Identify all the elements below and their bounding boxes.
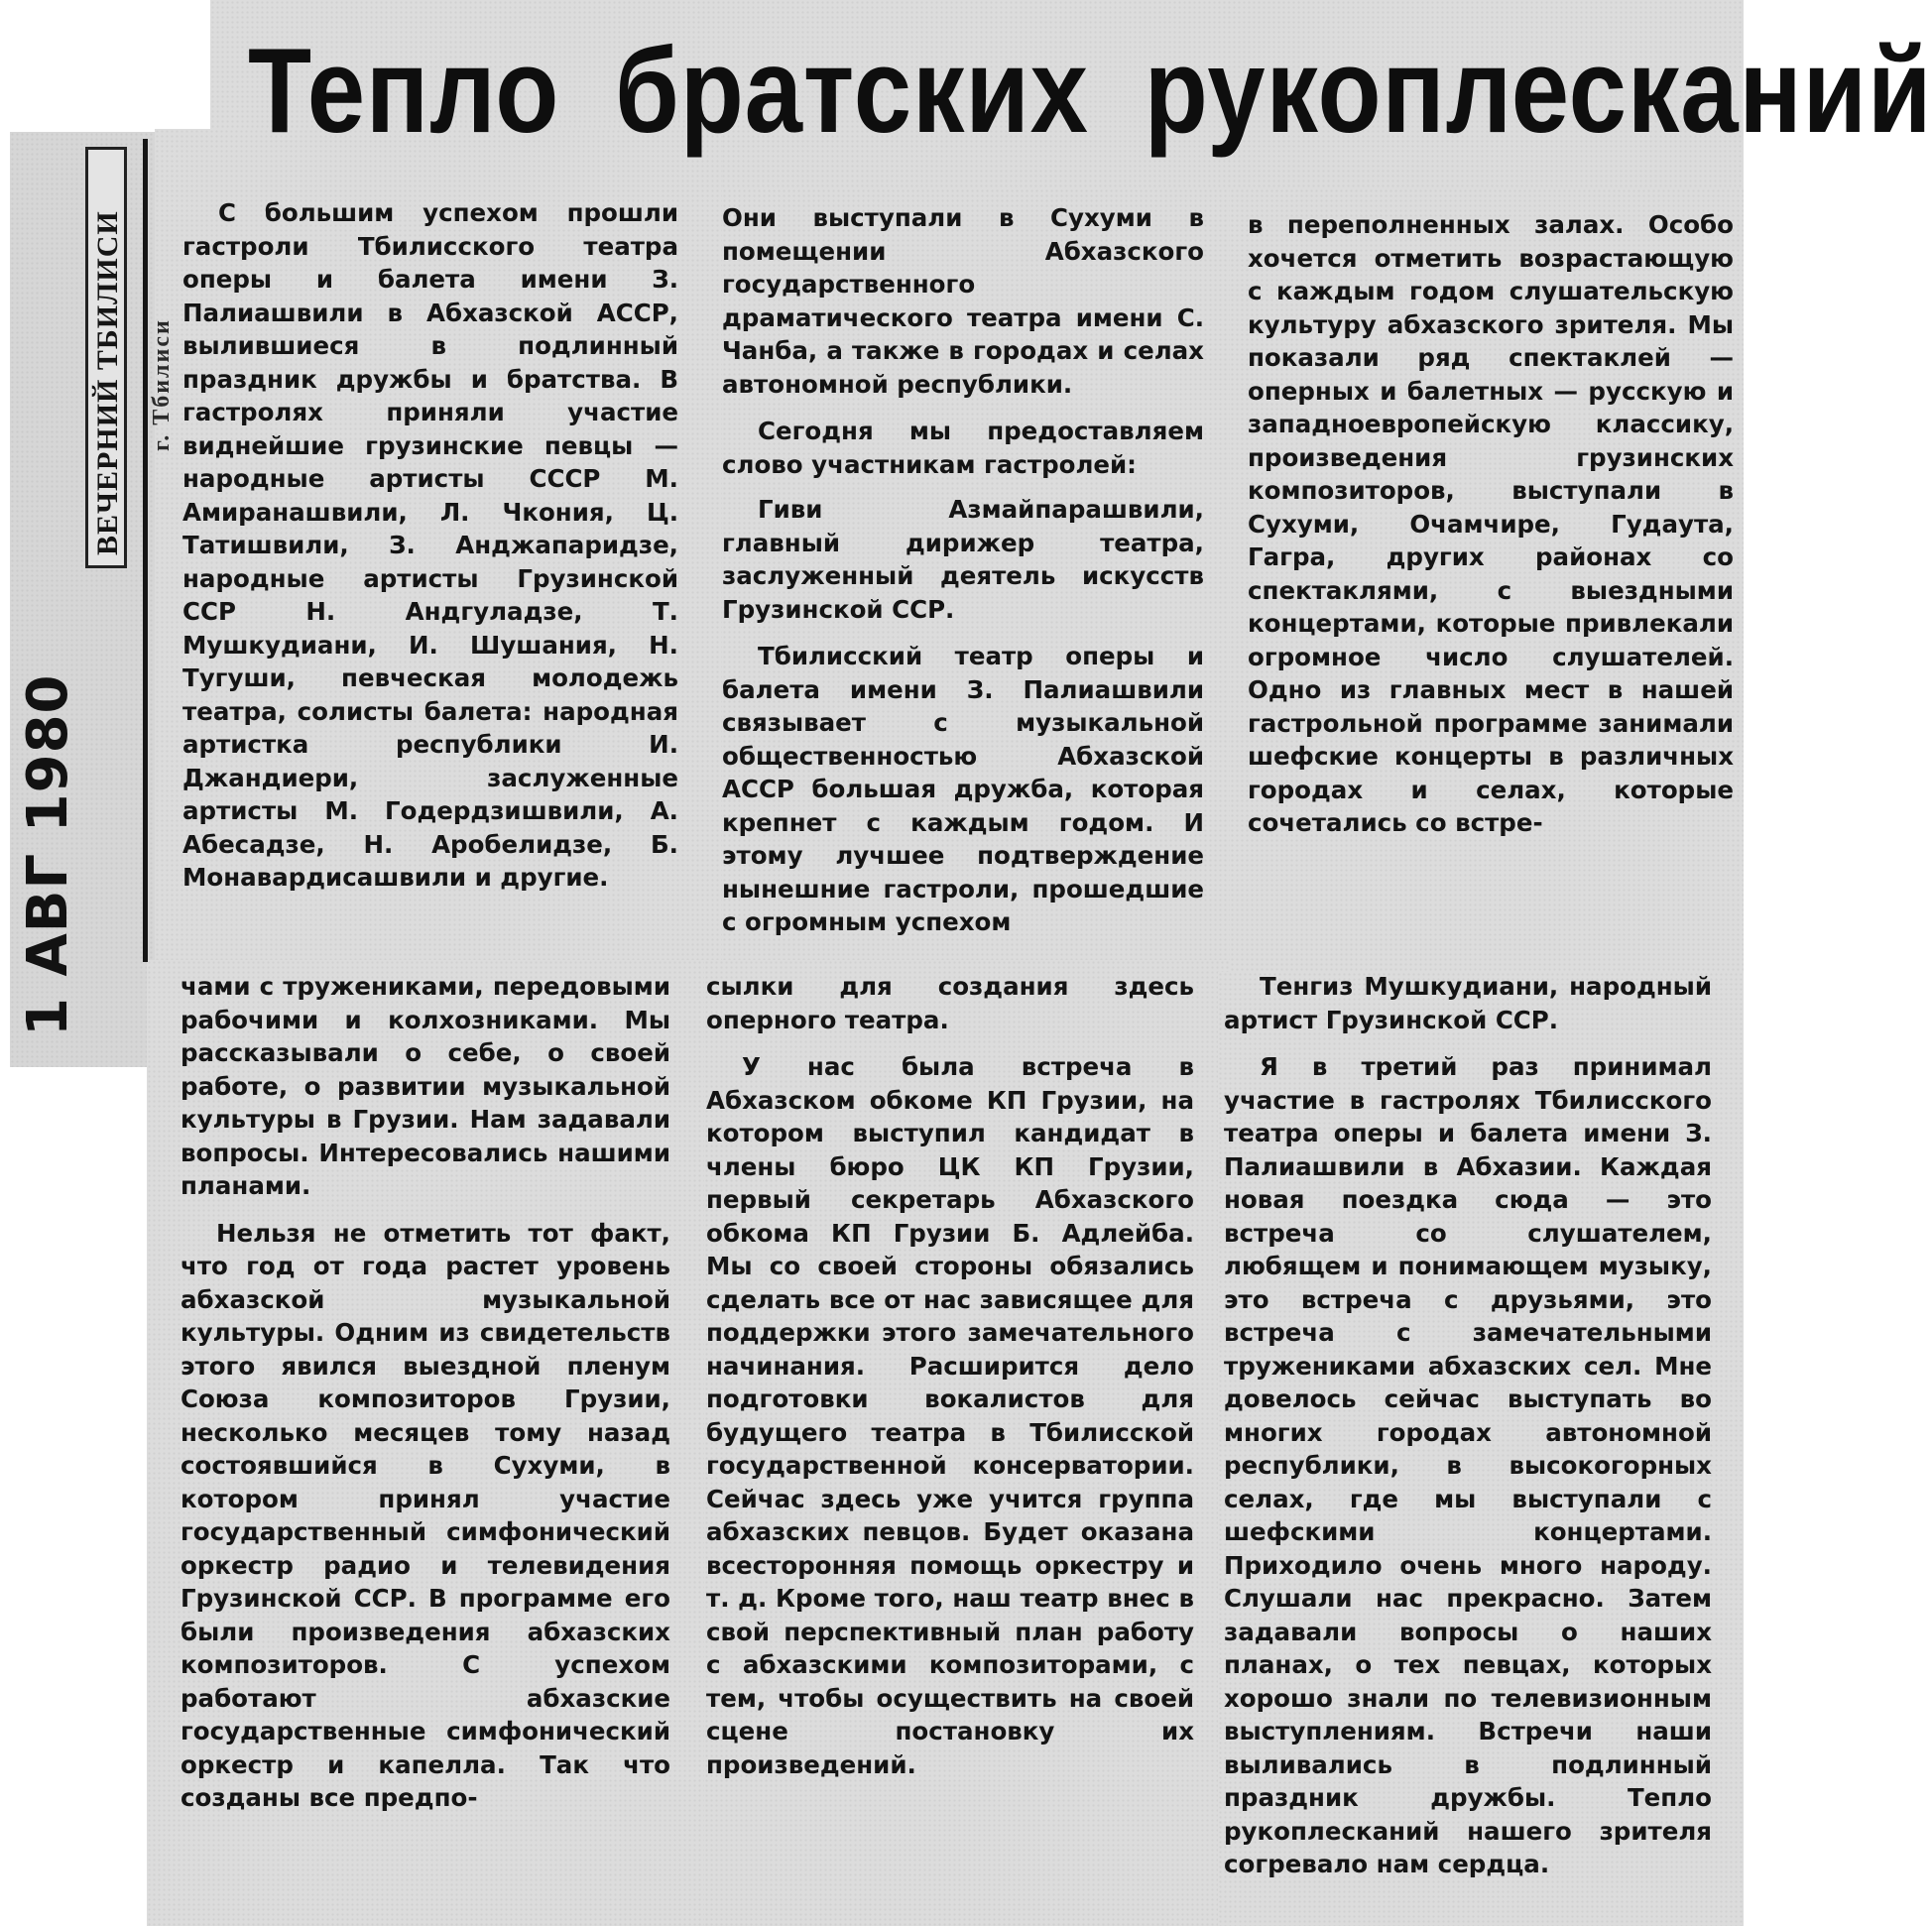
speaker-byline: Тенгиз Мушкудиани, народный артист Грузинской ССР. (1224, 972, 1712, 1034)
paragraph: У нас была встреча в Абхазском обкоме КП Грузии, на котором выступил кандидат в члены бюро ЦК КП Грузии, первый секретарь Абхазского обкома КП Грузии Б. Адлейба. Мы со своей стороны обязались сделать все от нас зависящее для поддержки этого замечательного начинания. Расширится дело подготовки вокалистов для будущего театра в Тбилисской государственной консерватории. Сейчас здесь уже учится группа абхазских певцов. Будет оказана всесторонняя помощь оркестру и т. д. Кроме того, наш театр внес в свой перспективный план работу с абхазскими композиторами, с тем, чтобы осуществить на своей сцене постановку их произведений. (706, 1052, 1194, 1779)
speaker-byline: Гиви Азмайпарашвили, главный дирижер театра, заслуженный деятель искусств Грузинской ССР. (722, 495, 1204, 624)
date-stamp: 1 АВГ 1980 (16, 673, 80, 1036)
article-column-6 (1224, 970, 1712, 1881)
article-headline: Тепло братских рукоплесканий (248, 23, 1932, 158)
paragraph: Они выступали в Сухуми в помещении Абхазского государственного драматического театра имени С. Чанба, а также в городах и селах автономной республики. (722, 203, 1204, 399)
article-column-1 (182, 196, 678, 895)
paragraph: Тбилисский театр оперы и балета имени З. Палиашвили связывает с музыкальной общественностью Абхазской АССР большая дружба, которая крепнет с каждым годом. И этому лучшее подтверждение нынешние гастроли, прошедшие с огромным успехом (722, 642, 1204, 936)
paragraph: сылки для создания здесь оперного театра. (706, 972, 1194, 1034)
paragraph: Сегодня мы предоставляем слово участникам гастролей: (722, 417, 1204, 479)
paragraph: С большим успехом прошли гастроли Тбилисского театра оперы и балета имени З. Палиашвили в Абхазской АССР, вылившиеся в подлинный праздник дружбы и братства. В гастролях приняли участие виднейшие грузинские певцы — народные артисты СССР М. Амиранашвили, Л. Чкония, Ц. Татишвили, З. Анджапаридзе, народные артисты Грузинской ССР Н. Андгуладзе, Т. Мушкудиани, И. Шушания, Н. Тугуши, певческая молодежь театра, солисты балета: народная артистка республики И. Джандиери, заслуженные артисты М. Годердзишвили, А. Абесадзе, Н. Аробелидзе, Б. Монавардисашвили и другие. (182, 198, 678, 892)
article-column-4 (181, 970, 670, 1815)
newspaper-city: г. Тбилиси (149, 318, 175, 451)
article-column-2 (722, 201, 1204, 939)
paragraph: Нельзя не отметить тот факт, что год от года растет уровень абхазской музыкальной культуры. Одним из свидетельств этого явился выездной пленум Союза композиторов Грузии, несколько месяцев тому назад состоявшийся в Сухуми, в котором принял участие государственный симфонический оркестр радио и телевидения Грузинской ССР. В программе его были произведения абхазских композиторов. С успехом работают абхазские государственные симфонический оркестр и капелла. Так что созданы все предпо- (181, 1218, 670, 1812)
paragraph: в переполненных залах. Особо хочется отметить возрастающую с каждым годом слушательскую культуру абхазского зрителя. Мы показали ряд спектаклей — оперных и балетных — русскую и западноевропейскую классику, произведения грузинских композиторов, выступали в Сухуми, Очамчире, Гудаута, Гагра, других районах со спектаклями, с выездными концертами, которые привлекали огромное число слушателей. Одно из главных мест в нашей гастрольной программе занимали шефские концерты в различных городах и селах, которые сочетались со встре- (1248, 210, 1734, 837)
paragraph: Я в третий раз принимал участие в гастролях Тбилисского театра оперы и балета имени З. Палиашвили в Абхазии. Каждая новая поездка сюда — это встреча со слушателем, любящем и понимающем музыку, это встреча с друзьями, это встреча с замечательными тружениками абхазских сел. Мне довелось сейчас выступать во многих городах автономной республики, в высокогорных селах, где мы выступали с шефскими концертами. Приходило очень много народу. Слушали нас прекрасно. Затем задавали вопросы о наших планах, о тех певцах, которых хорошо знали по телевизионным выступлениям. Встречи наши выливались в подлинный праздник дружбы. Тепло рукоплесканий нашего зрителя согревало нам сердца. (1224, 1052, 1712, 1878)
article-column-3 (1248, 208, 1734, 840)
column-divider-rule (143, 139, 148, 962)
paragraph: чами с тружениками, передовыми рабочими и колхозниками. Мы рассказывали о себе, о своей работе, о развитии музыкальной культуры в Грузии. Нам задавали вопросы. Интересовались нашими планами. (181, 972, 670, 1200)
newspaper-name: ВЕЧЕРНИЙ ТБИЛИСИ (91, 210, 124, 555)
article-column-5 (706, 970, 1194, 1781)
